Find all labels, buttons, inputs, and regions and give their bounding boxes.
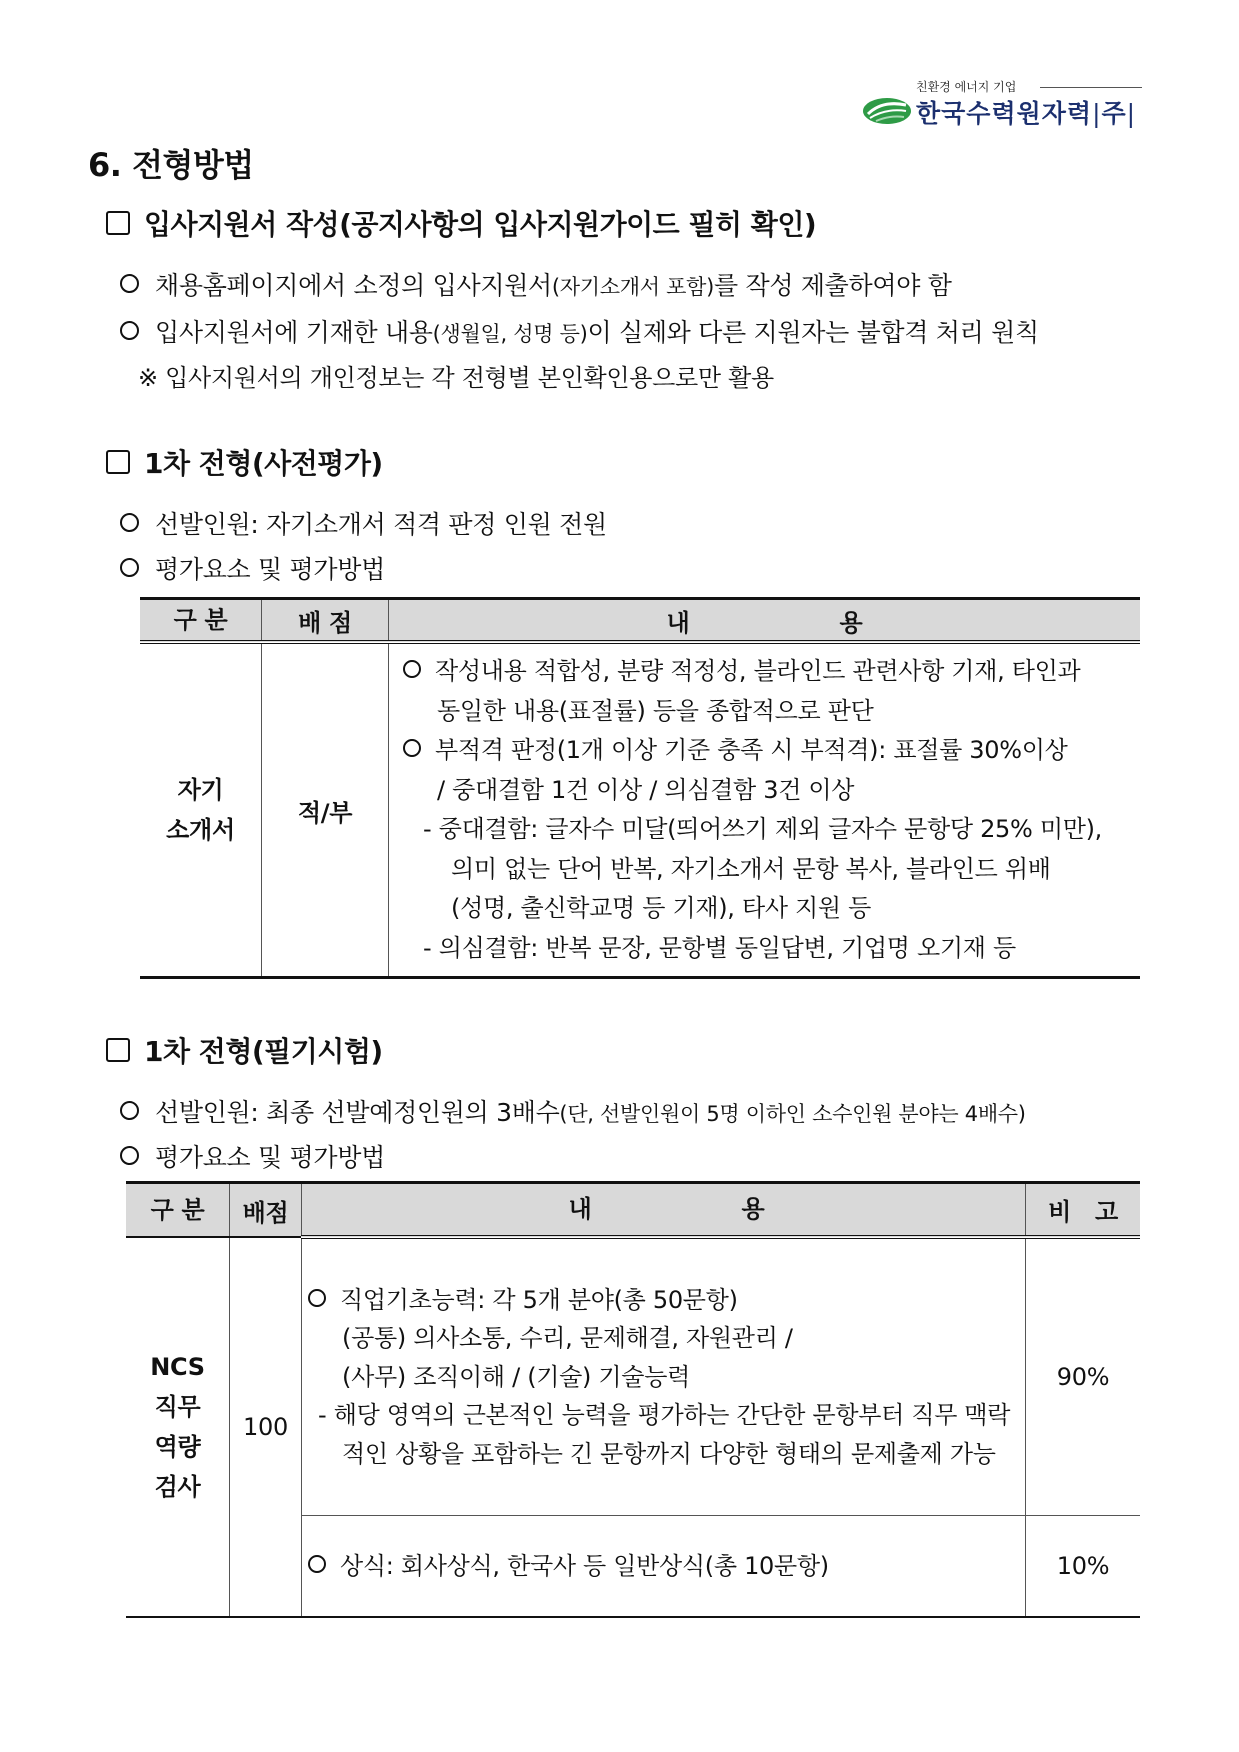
circle-bullet-icon [120, 321, 139, 340]
page-title: 6. 전형방법 [88, 146, 254, 184]
checkbox-square-icon [106, 211, 130, 235]
row-label: 자기 소개서 [140, 642, 262, 978]
row-content: 상식: 회사상식, 한국사 등 일반상식(총 10문항) [302, 1516, 1026, 1618]
header-category: 구 분 [140, 599, 262, 643]
header-score: 배점 [230, 1183, 302, 1238]
bullet-item: 선발인원: 최종 선발예정인원의 3배수(단, 선발인원이 5명 이하인 소수인원 분야는 4배수) [120, 1093, 1026, 1129]
circle-bullet-icon [403, 660, 421, 678]
bullet-item: 선발인원: 자기소개서 적격 판정 인원 전원 [120, 505, 607, 541]
logo-name: 한국수력원자력|주| [916, 99, 1137, 128]
bullet-item: 평가요소 및 평가방법 [120, 550, 385, 586]
checkbox-square-icon [106, 450, 130, 474]
header-content: 내 용 [389, 599, 1141, 643]
table-header-row [140, 599, 1140, 643]
circle-bullet-icon [120, 274, 139, 293]
logo-leaf-icon [862, 96, 912, 126]
table-row [140, 642, 1140, 978]
row-score: 적/부 [262, 642, 389, 978]
company-logo [862, 78, 1144, 130]
header-content: 내 용 [302, 1183, 1026, 1238]
circle-bullet-icon [120, 1101, 139, 1120]
row-label: NCS 직무 역량 검사 [126, 1237, 230, 1617]
logo-tagline: 친환경 에너지 기업 [916, 80, 1017, 94]
row-content: 작성내용 적합성, 분량 적정성, 블라인드 관련사항 기재, 타인과 동일한 내용(표절률) 등을 종합적으로 판단 부적격 판정(1개 이상 기준 충족 시 부적격): 표절률 30%이상 / 중대결함 1건 이상 / 의심결함 3건 이상 - 중대결함: 글자수 미달(띄어쓰기 제외 글자수 문항당 25% 미만), 의미 없는 단어 반복, 자기소개서 문항 복사, 블라인드 위배 (성명, 출신학교명 등 기재), 타사 지원 등 - 의심결함: 반복 문장, 문항별 동일답변, 기업명 오기재 등 [389, 642, 1141, 978]
table-row [126, 1237, 1140, 1516]
circle-bullet-icon [120, 513, 139, 532]
circle-bullet-icon [403, 739, 421, 757]
circle-bullet-icon [120, 558, 139, 577]
circle-bullet-icon [308, 1289, 326, 1307]
circle-bullet-icon [120, 1146, 139, 1165]
header-score: 배 점 [262, 599, 389, 643]
row-content: 직업기초능력: 각 5개 분야(총 50문항) (공통) 의사소통, 수리, 문제해결, 자원관리 / (사무) 조직이해 / (기술) 기술능력 - 해당 영역의 근본적인 능력을 평가하는 간단한 문항부터 직무 맥락 적인 상황을 포함하는 긴 문항까지 다양한 형태의 문제출제 가능 [302, 1237, 1026, 1516]
bullet-item: 채용홈페이지에서 소정의 입사지원서(자기소개서 포함)를 작성 제출하여야 함 [120, 266, 952, 302]
table-header-row [126, 1183, 1140, 1238]
row-remark: 10% [1026, 1516, 1141, 1618]
row-score: 100 [230, 1237, 302, 1617]
header-category: 구 분 [126, 1183, 230, 1238]
pre-evaluation-table [140, 597, 1140, 979]
logo-tagline-rule [1040, 87, 1142, 88]
checkbox-square-icon [106, 1038, 130, 1062]
row-remark: 90% [1026, 1237, 1141, 1516]
circle-bullet-icon [308, 1555, 326, 1573]
written-test-table [126, 1181, 1140, 1618]
bullet-item: 입사지원서에 기재한 내용(생월일, 성명 등)이 실제와 다른 지원자는 불합격 처리 원칙 [120, 313, 1039, 349]
note-text: ※ 입사지원서의 개인정보는 각 전형별 본인확인용으로만 활용 [138, 364, 774, 392]
section-heading-written-test: 1차 전형(필기시험) [106, 1030, 383, 1070]
section-heading-application: 입사지원서 작성(공지사항의 입사지원가이드 필히 확인) [106, 203, 816, 243]
bullet-item: 평가요소 및 평가방법 [120, 1138, 385, 1174]
header-remarks: 비 고 [1026, 1183, 1141, 1238]
section-heading-pre-evaluation: 1차 전형(사전평가) [106, 442, 383, 482]
